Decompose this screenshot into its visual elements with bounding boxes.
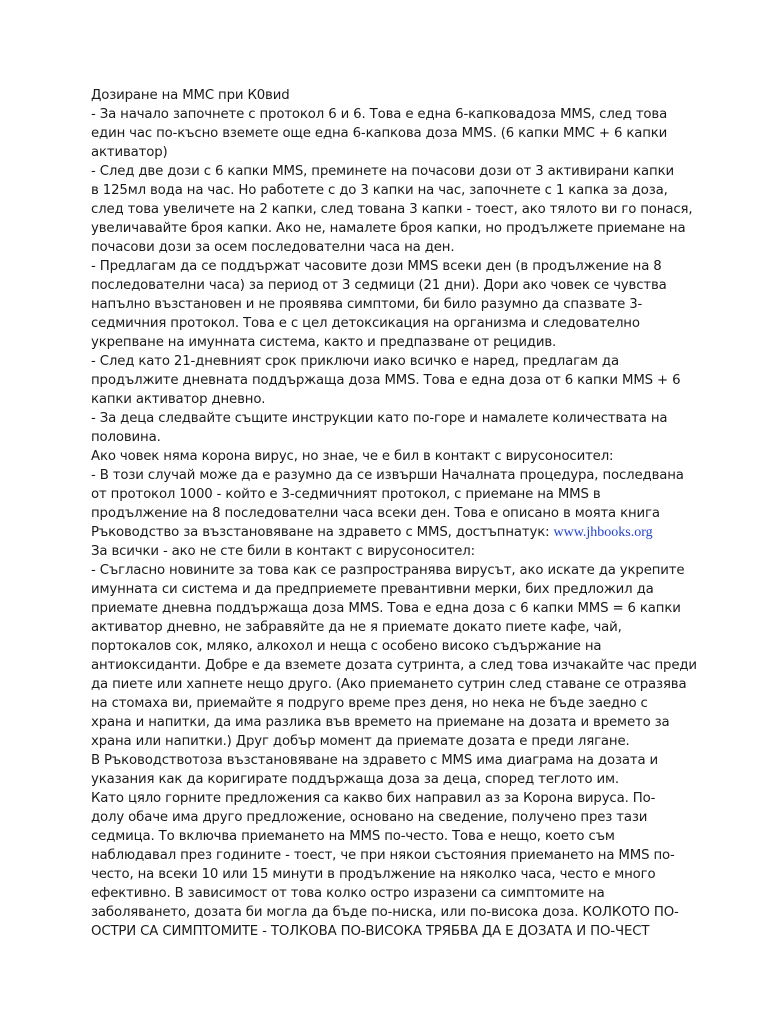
text-line: - В този случай може да е разумно да се извърши Началната процедура, последвана: [91, 468, 684, 483]
text-line: имунната си система и да предприемете превантивни мерки, бих предложил да: [91, 582, 654, 597]
text-line: седмичния протокол. Това е с цел детоксикация на организма и следователно: [91, 316, 640, 331]
text-line: последователни часа) за период от 3 седмици (21 дни). Дори ако човек се чувства: [91, 278, 667, 293]
text-line: на стомаха ви, приемайте я подруго време през деня, но нека не бъде заедно с: [91, 696, 648, 711]
text-line: един час по-късно вземете още една 6-капкова доза MMS. (6 капки ММС + 6 капки: [91, 126, 668, 141]
text-line: - Предлагам да се поддържат часовите дози MMS всеки ден (в продължение на 8: [91, 259, 662, 274]
text-line: половина.: [91, 430, 161, 445]
text-line: Ако човек няма корона вирус, но знае, че е бил в контакт с вирусоносител:: [91, 449, 614, 464]
document-body-top: [91, 86, 693, 523]
text-line: почасови дози за осем последователни часа на ден.: [91, 240, 455, 255]
text-line: активатор дневно, не забравяйте да не я приемате докато пиете кафе, чай,: [91, 620, 622, 635]
text-line: Като цяло горните предложения са какво бих направил аз за Корона вируса. По-: [91, 791, 656, 806]
text-line: често, на всеки 10 или 15 минути в продължение на няколко часа, често е много: [91, 867, 656, 882]
text-line: - За начало започнете с протокол 6 и 6. Това е една 6-капковадоза MMS, след това: [91, 107, 668, 122]
text-line: продължение на 8 последователни часа всеки ден. Това е описано в моята книга: [91, 506, 660, 521]
text-line: За всички - ако не сте били в контакт с вирусоносител:: [91, 544, 475, 559]
text-line: антиоксиданти. Добре е да вземете дозата сутринта, а след това изчакайте час преди: [91, 658, 697, 673]
text-line: да пиете или хапнете нещо друго. (Ако приемането сутрин след ставане се отразява: [91, 677, 687, 692]
text-line: храна и напитки, да има разлика във времето на приемане на дозата и времето за: [91, 715, 670, 730]
text-line: Дозиране на ММС при К0виd: [91, 88, 290, 103]
link-line-prefix: Ръководство за възстановяване на здравето с MMS, достъпнатук:: [91, 525, 554, 540]
text-line: - След като 21-дневният срок приключи иако всичко е наред, предлагам да: [91, 354, 619, 369]
text-line: ОСТРИ СА СИМПТОМИТЕ - ТОЛКОВА ПО-ВИСОКА ТРЯБВА ДА Е ДОЗАТА И ПО-ЧЕСТ: [91, 924, 650, 939]
text-line: указания как да коригирате поддържаща доза за деца, според теглото им.: [91, 772, 620, 787]
text-line: продължите дневната поддържаща доза MMS. Това е една доза от 6 капки MMS + 6: [91, 373, 681, 388]
text-line-with-link: [91, 523, 683, 542]
text-line: приемате дневна поддържаща доза MMS. Това е една доза с 6 капки MMS = 6 капки: [91, 601, 681, 616]
document-page: [91, 86, 697, 941]
text-line: увеличавайте броя капки. Ако не, намалете броя капки, но продължете приемане на: [91, 221, 686, 236]
text-line: В Ръководствотоза възстановяване на здравето с MMS има диаграма на дозата и: [91, 753, 659, 768]
text-line: напълно възстановен и не проявява симптоми, би било разумно да спазвате 3-: [91, 297, 643, 312]
text-line: - За деца следвайте същите инструкции като по-горе и намалете количествата на: [91, 411, 668, 426]
text-line: долу обаче има друго предложение, основано на сведение, получено през тази: [91, 810, 648, 825]
text-line: храна или напитки.) Друг добър момент да приемате дозата е преди лягане.: [91, 734, 630, 749]
text-line: след това увеличете на 2 капки, след тована 3 капки - тоест, ако тялото ви го понася,: [91, 202, 693, 217]
text-line: капки активатор дневно.: [91, 392, 266, 407]
text-line: портокалов сок, мляко, алкохол и неща с особено високо съдържание на: [91, 639, 602, 654]
text-line: укрепване на имунната система, както и предпазване от рецидив.: [91, 335, 557, 350]
text-line: - След две дози с 6 капки MMS, преминете на почасови дози от 3 активирани капки: [91, 164, 674, 179]
text-line: в 125мл вода на час. Но работете с до 3 капки на час, започнете с 1 капка за доза,: [91, 183, 668, 198]
text-line: седмица. То включва приемането на MMS по-често. Това е нещо, което съм: [91, 829, 615, 844]
text-line: - Съгласно новините за това как се разпространява вирусът, ако искате да укрепите: [91, 563, 685, 578]
jhbooks-link[interactable]: www.jhbooks.org: [553, 525, 653, 540]
text-line: ефективно. В зависимост от това колко остро изразени са симптомите на: [91, 886, 605, 901]
text-line: заболяването, дозата би могла да бъде по-ниска, или по-висока доза. КОЛКОТО ПО-: [91, 905, 679, 920]
text-line: активатор): [91, 145, 168, 160]
document-body-bottom: [91, 542, 697, 941]
text-line: от протокол 1000 - който е 3-седмичният протокол, с приемане на MMS в: [91, 487, 601, 502]
text-line: наблюдавал през годините - тоест, че при някои състояния приемането на MMS по-: [91, 848, 675, 863]
